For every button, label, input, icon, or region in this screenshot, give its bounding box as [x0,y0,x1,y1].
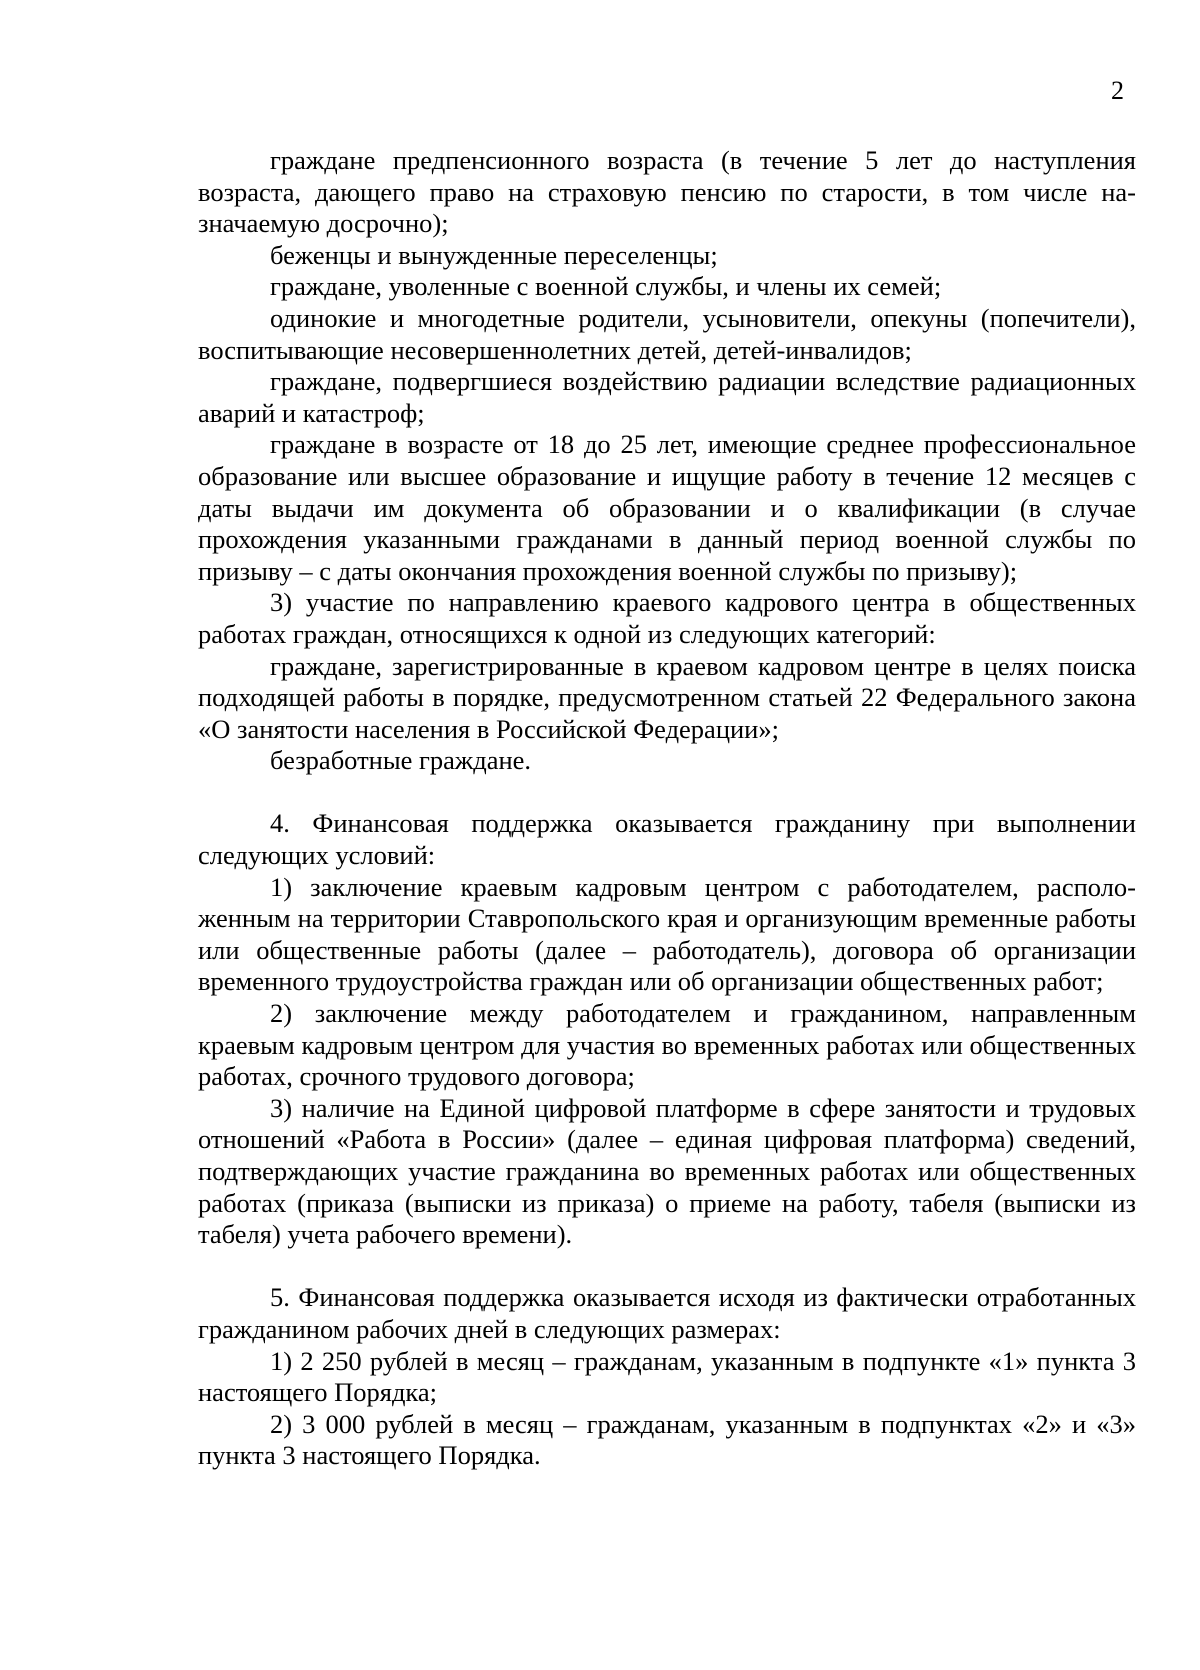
page-number: 2 [1111,76,1124,105]
list-item-unemployed: безработные граждане. [270,745,532,776]
subclause-3-public-works: 3) участие по направлению краевого кадрового центра в общественных работах граждан, относящихся к одной из следующих категорий: [198,587,1136,649]
clause-5-subclause-2: 2) 3 000 рублей в месяц – гражданам, указанным в подпунктах «2» и «3» пункта 3 настоящего Порядка. [198,1408,1136,1471]
clause-4-subclause-3: 3) наличие на Единой цифровой платформе в сфере занятости и трудовых отношений «Работа в России» (далее – единая цифровая платформа) сведений, подтверждающих участие гражданина во временных работах или общественных работах (приказа (выписки из приказа) о приеме на работу, табеля (выписки из табеля) учета рабочего времени). [198,1092,1136,1250]
list-item-young-graduates: граждане в возрасте от 18 до 25 лет, имеющие среднее профессиональное образование или высшее образование и ищущие работу в течение 12 месяцев с даты выдачи им документа об образовании и о квалификации (в случае прохождения указанными гражданами в данный период военной службы по призыву – с даты окончания прохождения военной службы по призыву); [198,429,1136,586]
list-item-registered: граждане, зарегистрированные в краевом кадровом центре в целях поиска подходящей работы в порядке, предусмотренном статьей 22 Федерального закона «О занятости населения в Российской Федерации»; [198,650,1136,744]
clause-4-subclause-2: 2) заключение между работодателем и гражданином, направленным краевым кадровым центром для участия во временных работах или общественных работах, срочного трудового договора; [198,998,1136,1092]
list-item-refugees: беженцы и вынужденные переселенцы; [270,239,718,270]
clause-4-subclause-1: 1) заключение краевым кадровым центром с работодателем, расположенным на территории Ставропольского края и организующим временные работы или общественные работы (далее – работодатель), договора об организации временного трудоустройства граждан или об организации общественных работ; [198,871,1136,997]
clause-5-subclause-1: 1) 2 250 рублей в месяц – гражданам, указанным в подпункте «1» пункта 3 настоящего Порядка; [198,1345,1136,1408]
list-item-single-parents: одинокие и многодетные родители, усыновители, опекуны (попечители), воспитывающие несовершеннолетних детей, детей-инвалидов; [198,302,1136,365]
clause-4-heading: 4. Финансовая поддержка оказывается гражданину при выполнении следующих условий: [198,808,1136,871]
list-item-radiation: граждане, подвергшиеся воздействию радиации вследствие радиационных аварий и катастроф; [198,366,1136,428]
list-item-military: граждане, уволенные с военной службы, и члены их семей; [270,271,942,302]
document-body [198,145,1136,1472]
list-item-pre-retirement: граждане предпенсионного возраста (в течение 5 лет до наступления возраста, дающего право на страховую пенсию по старости, в том числе назначаемую досрочно); [198,145,1136,239]
clause-5-heading: 5. Финансовая поддержка оказывается исходя из фактически отработанных гражданином рабочих дней в следующих размерах: [198,1282,1136,1344]
